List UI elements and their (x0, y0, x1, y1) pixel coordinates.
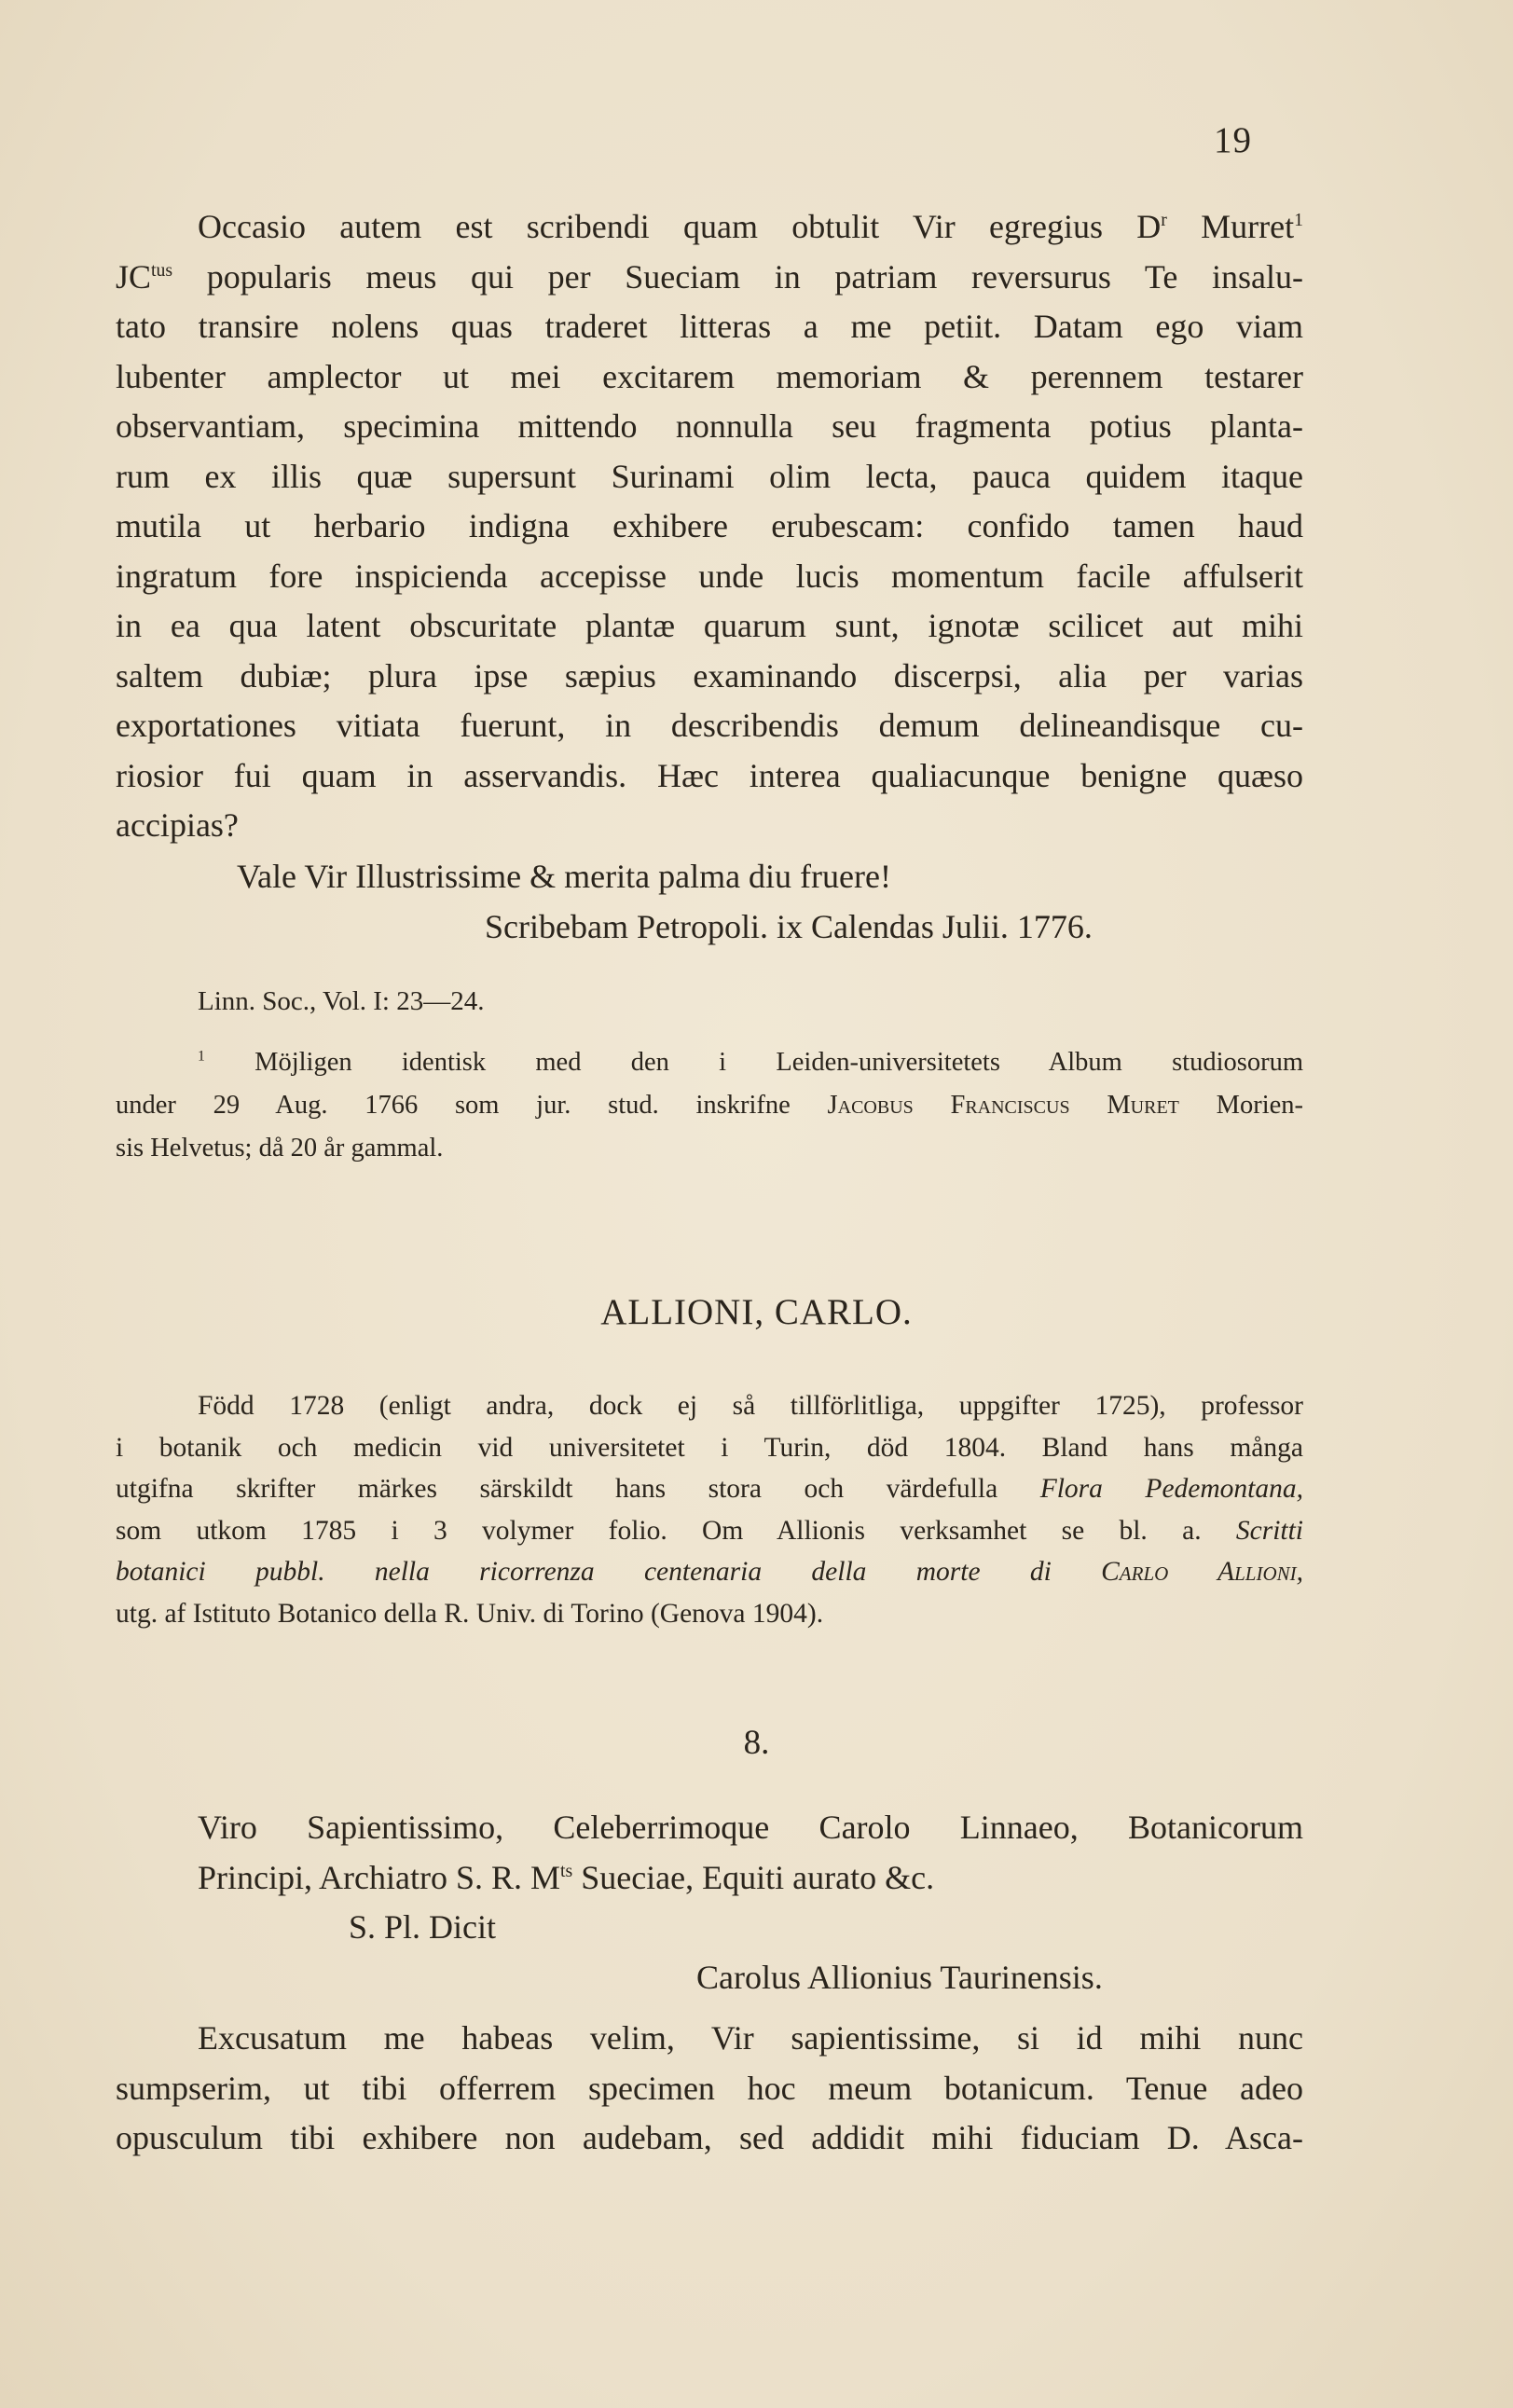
letter-2-line: sumpserim, ut tibi offerrem specimen hoc meum botanicum. Tenue adeo (116, 2069, 1303, 2107)
letter-2-line: Excusatum me habeas velim, Vir sapientissime, si id mihi nunc (198, 2019, 1303, 2057)
bio-line-3: utgifna skrifter märkes särskildt hans stora och värdefulla Flora Pedemontana, (116, 1474, 1304, 1504)
letter-1-line: in ea qua latent obscuritate plantæ quarum sunt, ignotæ scilicet aut mihi (116, 607, 1303, 644)
letter-1-line: ingratum fore inspicienda accepisse unde lucis momentum facile affulserit (116, 557, 1303, 595)
letter-1-line-1: Occasio autem est scribendi quam obtulit Vir egregius $D^r$ Murret$^1$ (198, 208, 1304, 245)
signature: Carolus Allionius Taurinensis. (696, 1958, 1103, 1996)
letter-1-source: Linn. Soc., Vol. I: 23—24. (198, 986, 485, 1016)
section-heading: ALLIONI, CARLO. (600, 1292, 913, 1332)
letter-1-line-2: $JC^{tus}$ popularis meus qui per Sueciam in patriam reversurus Te insalu- (116, 257, 1303, 296)
letter-number: 8. (743, 1724, 770, 1762)
letter-1-closing-block (116, 852, 1303, 952)
letter-2-address (116, 1803, 1303, 2002)
letter-1-line: exportationes vitiata fuerunt, in describendis demum delineandisque cu- (116, 707, 1303, 744)
footnote-line: sis Helvetus; då 20 år gammal. (116, 1134, 444, 1163)
letter-1-line: mutila ut herbario indigna exhibere erubescam: confido tamen haud (116, 507, 1303, 544)
bio-line: Född 1728 (enligt andra, dock ej så tillförlitliga, uppgifter 1725), professor (198, 1391, 1303, 1421)
letter-1-closing: Vale Vir Illustrissime & merita palma diu fruere! (237, 858, 891, 895)
footnote-line-1: $^1$ Möjligen identisk med den i Leiden-universitetets Album studiosorum (198, 1048, 1303, 1077)
bio-line: i botanik och medicin vid universitetet i Turin, död 1804. Bland hans många (116, 1432, 1303, 1463)
letter-1-line: accipias? (116, 806, 239, 844)
letter-1-dateline: Scribebam Petropoli. ix Calendas Julii. 1776. (485, 907, 1093, 945)
letter-1-line: tato transire nolens quas traderet litteras a me petiit. Datam ego viam (116, 308, 1303, 345)
letter-2-body (116, 2014, 1303, 2164)
biography (116, 1385, 1303, 1634)
letter-2-line: opusculum tibi exhibere non audebam, sed addidit mihi fiduciam D. Asca- (116, 2119, 1303, 2156)
address-line: Viro Sapientissimo, Celeberrimoque Carolo Linnaeo, Botanicorum (198, 1809, 1303, 1846)
salutation: S. Pl. Dicit (349, 1908, 497, 1946)
letter-1-line: rum ex illis quæ supersunt Surinami olim lecta, pauca quidem itaque (116, 457, 1303, 495)
bio-line-4: som utkom 1785 i 3 volymer folio. Om Allionis verksamhet se bl. a. Scritti (116, 1515, 1303, 1546)
footnote (116, 1041, 1303, 1170)
bio-line-5: botanici pubbl. nella ricorrenza centenaria della morte di Carlo Allioni, (116, 1557, 1303, 1587)
address-line-2: Principi, Archiatro S. R. $M^{ts}$ Sueciae, Equiti aurato &c. (198, 1858, 935, 1896)
letter-1-line: saltem dubiæ; plura ipse sæpius examinando discerpsi, alia per varias (116, 656, 1303, 695)
letter-1-line: lubenter amplector ut mei excitarem memoriam & perennem testarer (116, 357, 1303, 395)
bio-line: utg. af Istituto Botanico della R. Univ. di Torino (Genova 1904). (116, 1598, 824, 1629)
page-number: 19 (1214, 120, 1252, 160)
letter-1-line: observantiam, specimina mittendo nonnulla seu fragmenta potius planta- (116, 407, 1303, 445)
letter-1-body (116, 202, 1303, 851)
footnote-line-2: under 29 Aug. 1766 som jur. stud. inskrifne Jacobus Franciscus Muret Morien- (116, 1091, 1304, 1120)
letter-1-line: riosior fui quam in asservandis. Hæc interea qualiacunque benigne quæso (116, 756, 1303, 794)
